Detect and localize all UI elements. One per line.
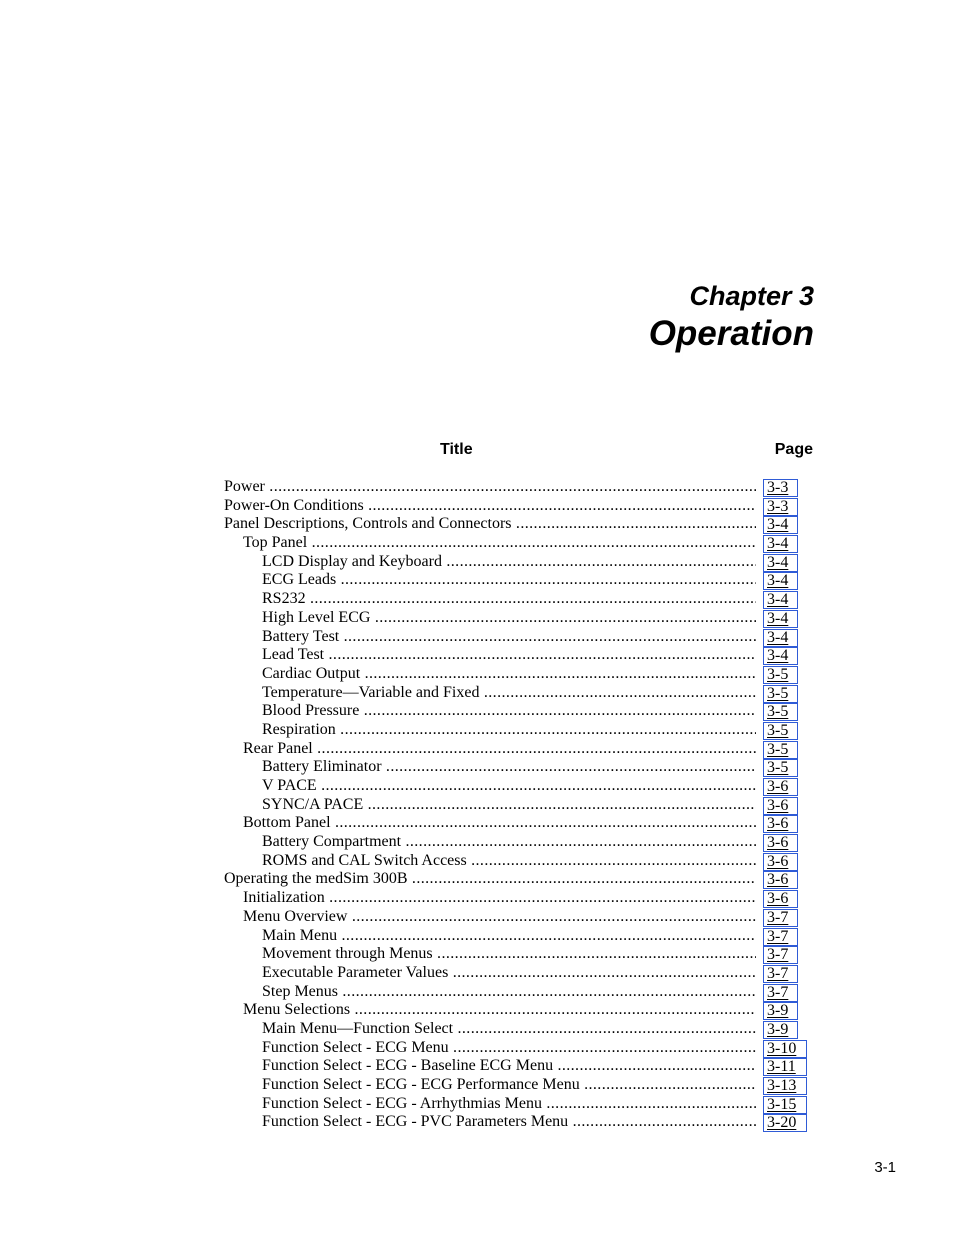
toc-entry-title: ECG Leads ..... xyxy=(262,571,756,590)
toc-page-link[interactable]: 3-9 xyxy=(763,1021,798,1039)
toc-page-link[interactable]: 3-5 xyxy=(763,759,798,777)
toc-page-link[interactable]: 3-4 xyxy=(763,554,798,572)
table-of-contents xyxy=(224,478,814,1132)
toc-page-link[interactable]: 3-7 xyxy=(763,928,798,946)
toc-entry-title: Blood Pressure ..... xyxy=(262,702,756,721)
toc-entry xyxy=(224,478,814,497)
toc-entry xyxy=(224,908,814,927)
toc-page-link[interactable]: 3-3 xyxy=(763,479,798,497)
toc-entry-title: Lead Test ..... xyxy=(262,646,756,665)
footer-page-number: 3-1 xyxy=(874,1159,896,1176)
toc-page-link[interactable]: 3-20 xyxy=(763,1114,807,1132)
toc-entry-title: Function Select - ECG - PVC Parameters Menu ..... xyxy=(262,1113,756,1132)
toc-entry-title: Function Select - ECG - Arrhythmias Menu ..... xyxy=(262,1095,756,1114)
toc-entry xyxy=(224,1113,814,1132)
toc-entry xyxy=(224,889,814,908)
toc-page-link[interactable]: 3-13 xyxy=(763,1077,807,1095)
chapter-title: Operation xyxy=(648,314,814,353)
toc-entry-title: Main Menu—Function Select ..... xyxy=(262,1020,756,1039)
toc-entry-title: Panel Descriptions, Controls and Connectors ..... xyxy=(224,515,756,534)
toc-page-link[interactable]: 3-6 xyxy=(763,890,798,908)
toc-entry-title: Battery Test ..... xyxy=(262,628,756,647)
toc-entry xyxy=(224,833,814,852)
toc-entry xyxy=(224,534,814,553)
toc-page-link[interactable]: 3-3 xyxy=(763,498,798,516)
toc-entry xyxy=(224,927,814,946)
toc-entry xyxy=(224,497,814,516)
toc-entry-title: LCD Display and Keyboard ..... xyxy=(262,553,756,572)
toc-entry-title: Menu Selections ..... xyxy=(243,1001,756,1020)
toc-page-link[interactable]: 3-6 xyxy=(763,778,798,796)
toc-entry-title: Menu Overview ..... xyxy=(243,908,756,927)
toc-page-link[interactable]: 3-4 xyxy=(763,629,798,647)
toc-entry xyxy=(224,964,814,983)
toc-page-link[interactable]: 3-6 xyxy=(763,797,798,815)
toc-page-link[interactable]: 3-5 xyxy=(763,703,798,721)
toc-page-link[interactable]: 3-7 xyxy=(763,909,798,927)
toc-page-link[interactable]: 3-7 xyxy=(763,946,798,964)
toc-entry-title: Function Select - ECG - ECG Performance Menu ..... xyxy=(262,1076,756,1095)
toc-entry xyxy=(224,1020,814,1039)
toc-entry xyxy=(224,1095,814,1114)
toc-page-link[interactable]: 3-5 xyxy=(763,685,798,703)
toc-entry xyxy=(224,609,814,628)
toc-page-link[interactable]: 3-5 xyxy=(763,741,798,759)
toc-page-link[interactable]: 3-5 xyxy=(763,722,798,740)
toc-entry-title: Bottom Panel ..... xyxy=(243,814,756,833)
toc-entry xyxy=(224,1001,814,1020)
toc-entry xyxy=(224,628,814,647)
toc-entry xyxy=(224,758,814,777)
toc-entry-title: SYNC/A PACE ..... xyxy=(262,796,756,815)
toc-entry xyxy=(224,870,814,889)
toc-entry xyxy=(224,777,814,796)
toc-entry xyxy=(224,702,814,721)
toc-page-link[interactable]: 3-10 xyxy=(763,1040,807,1058)
toc-entry-title: V PACE ..... xyxy=(262,777,756,796)
toc-entry xyxy=(224,740,814,759)
toc-entry xyxy=(224,721,814,740)
toc-entry-title: Function Select - ECG Menu ..... xyxy=(262,1039,756,1058)
toc-page-link[interactable]: 3-4 xyxy=(763,572,798,590)
toc-entry xyxy=(224,1057,814,1076)
toc-entry-title: Cardiac Output ..... xyxy=(262,665,756,684)
toc-page-link[interactable]: 3-7 xyxy=(763,965,798,983)
toc-entry xyxy=(224,590,814,609)
toc-entry xyxy=(224,665,814,684)
toc-entry xyxy=(224,796,814,815)
toc-page-link[interactable]: 3-7 xyxy=(763,984,798,1002)
toc-entry xyxy=(224,571,814,590)
toc-page-link[interactable]: 3-6 xyxy=(763,815,798,833)
toc-page-link[interactable]: 3-4 xyxy=(763,591,798,609)
toc-entry-title: Top Panel ..... xyxy=(243,534,756,553)
toc-entry-title: Temperature—Variable and Fixed ..... xyxy=(262,684,756,703)
toc-page-link[interactable]: 3-9 xyxy=(763,1002,798,1020)
toc-entry-title: Initialization ..... xyxy=(243,889,756,908)
toc-title-column-header: Title xyxy=(440,441,473,458)
toc-entry xyxy=(224,1076,814,1095)
toc-entry-title: Respiration ..... xyxy=(262,721,756,740)
toc-page-link[interactable]: 3-4 xyxy=(763,516,798,534)
toc-page-link[interactable]: 3-4 xyxy=(763,535,798,553)
toc-page-link[interactable]: 3-5 xyxy=(763,666,798,684)
toc-page-column-header: Page xyxy=(774,441,813,458)
toc-entry xyxy=(224,814,814,833)
toc-entry-title: Power-On Conditions ..... xyxy=(224,497,756,516)
toc-page-link[interactable]: 3-11 xyxy=(763,1058,807,1076)
toc-entry-title: Main Menu ..... xyxy=(262,927,756,946)
toc-entry xyxy=(224,684,814,703)
toc-entry xyxy=(224,852,814,871)
toc-entry-title: Function Select - ECG - Baseline ECG Menu ..... xyxy=(262,1057,756,1076)
toc-entry-title: Step Menus ..... xyxy=(262,983,756,1002)
toc-page-link[interactable]: 3-4 xyxy=(763,610,798,628)
toc-entry-title: Operating the medSim 300B ..... xyxy=(224,870,756,889)
toc-page-link[interactable]: 3-6 xyxy=(763,834,798,852)
toc-entry-title: High Level ECG ..... xyxy=(262,609,756,628)
toc-page-link[interactable]: 3-6 xyxy=(763,853,798,871)
toc-entry xyxy=(224,553,814,572)
toc-entry-title: Battery Compartment ..... xyxy=(262,833,756,852)
toc-entry xyxy=(224,983,814,1002)
toc-entry-title: Battery Eliminator ..... xyxy=(262,758,756,777)
toc-entry xyxy=(224,515,814,534)
toc-page-link[interactable]: 3-4 xyxy=(763,647,798,665)
toc-page-link[interactable]: 3-6 xyxy=(763,871,798,889)
toc-entry-title: Movement through Menus ..... xyxy=(262,945,756,964)
toc-entry-title: RS232 ..... xyxy=(262,590,756,609)
toc-entry xyxy=(224,1039,814,1058)
toc-entry-title: Power ..... xyxy=(224,478,756,497)
toc-entry xyxy=(224,945,814,964)
chapter-label: Chapter 3 xyxy=(689,281,814,311)
toc-entry-title: Executable Parameter Values ..... xyxy=(262,964,756,983)
toc-entry-title: ROMS and CAL Switch Access ..... xyxy=(262,852,756,871)
toc-entry-title: Rear Panel ..... xyxy=(243,740,756,759)
toc-page-link[interactable]: 3-15 xyxy=(763,1096,807,1114)
toc-entry xyxy=(224,646,814,665)
